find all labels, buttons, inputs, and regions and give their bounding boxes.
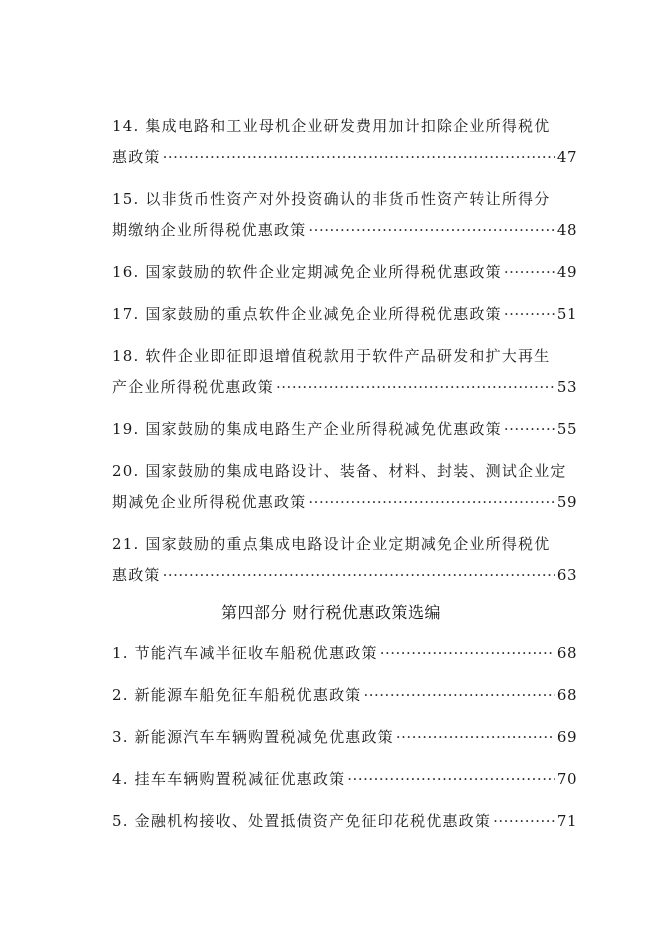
toc-page-number: 47 bbox=[556, 148, 577, 166]
toc-entry-title-continued: 产企业所得税优惠政策 bbox=[112, 378, 275, 396]
toc-entry[interactable] bbox=[112, 257, 577, 288]
toc-entry-title: 3. 新能源汽车车辆购置税减免优惠政策 bbox=[112, 728, 394, 746]
toc-entry-title: 21. 国家鼓励的重点集成电路设计企业定期减免企业所得税优 bbox=[112, 535, 551, 553]
toc-entry-title: 2. 新能源车船免征车船税优惠政策 bbox=[112, 686, 362, 704]
toc-list-section-three bbox=[112, 111, 577, 591]
dot-leader bbox=[163, 560, 555, 591]
toc-page-number: 68 bbox=[556, 644, 577, 662]
toc-page-number: 51 bbox=[556, 305, 577, 323]
dot-leader bbox=[308, 215, 555, 246]
toc-entry-title: 14. 集成电路和工业母机企业研发费用加计扣除企业所得税优 bbox=[112, 117, 551, 135]
toc-entry-title: 15. 以非货币性资产对外投资确认的非货币性资产转让所得分 bbox=[112, 190, 551, 208]
dot-leader bbox=[396, 722, 555, 753]
toc-page-number: 49 bbox=[556, 263, 577, 281]
toc-entry[interactable] bbox=[112, 456, 577, 518]
toc-page-number: 71 bbox=[556, 812, 577, 830]
toc-list-section-four bbox=[112, 638, 577, 837]
toc-entry[interactable] bbox=[112, 299, 577, 330]
toc-entry[interactable] bbox=[112, 414, 577, 445]
toc-entry-title: 19. 国家鼓励的集成电路生产企业所得税减免优惠政策 bbox=[112, 420, 502, 438]
dot-leader bbox=[504, 257, 555, 288]
toc-page-number: 70 bbox=[556, 770, 577, 788]
toc-entry-title: 5. 金融机构接收、处置抵债资产免征印花税优惠政策 bbox=[112, 812, 492, 830]
dot-leader bbox=[504, 414, 555, 445]
toc-entry[interactable] bbox=[112, 638, 577, 669]
toc-page-number: 69 bbox=[556, 728, 577, 746]
toc-entry-title-continued: 惠政策 bbox=[112, 566, 161, 584]
dot-leader bbox=[163, 142, 555, 173]
toc-entry[interactable] bbox=[112, 764, 577, 795]
toc-entry-title-continued: 期减免企业所得税优惠政策 bbox=[112, 493, 307, 511]
dot-leader bbox=[347, 764, 555, 795]
dot-leader bbox=[493, 806, 555, 837]
dot-leader bbox=[276, 372, 555, 403]
toc-entry[interactable] bbox=[112, 722, 577, 753]
toc-entry[interactable] bbox=[112, 806, 577, 837]
toc-entry[interactable] bbox=[112, 184, 577, 246]
toc-page-number: 68 bbox=[556, 686, 577, 704]
toc-entry[interactable] bbox=[112, 680, 577, 711]
toc-entry-title: 16. 国家鼓励的软件企业定期减免企业所得税优惠政策 bbox=[112, 263, 502, 281]
section-title: 第四部分 财行税优惠政策选编 bbox=[220, 603, 442, 622]
toc-entry-title: 20. 国家鼓励的集成电路设计、装备、材料、封装、测试企业定 bbox=[112, 462, 567, 480]
toc-page-number: 53 bbox=[556, 378, 577, 396]
toc-entry-title-continued: 惠政策 bbox=[112, 148, 161, 166]
toc-entry-title-continued: 期缴纳企业所得税优惠政策 bbox=[112, 221, 307, 239]
toc-page-number: 59 bbox=[556, 493, 577, 511]
toc-entry-title: 4. 挂车车辆购置税减征优惠政策 bbox=[112, 770, 346, 788]
dot-leader bbox=[504, 299, 555, 330]
toc-entry-title: 17. 国家鼓励的重点软件企业减免企业所得税优惠政策 bbox=[112, 305, 502, 323]
toc-entry-title: 18. 软件企业即征即退增值税款用于软件产品研发和扩大再生 bbox=[112, 347, 551, 365]
toc-page-number: 48 bbox=[556, 221, 577, 239]
dot-leader bbox=[308, 487, 555, 518]
toc-page-number: 55 bbox=[556, 420, 577, 438]
toc-entry[interactable] bbox=[112, 341, 577, 403]
dot-leader bbox=[380, 638, 555, 669]
toc-page-number: 63 bbox=[556, 566, 577, 584]
toc-entry[interactable] bbox=[112, 111, 577, 173]
toc-entry[interactable] bbox=[112, 529, 577, 591]
dot-leader bbox=[363, 680, 554, 711]
toc-entry-title: 1. 节能汽车减半征收车船税优惠政策 bbox=[112, 644, 378, 662]
